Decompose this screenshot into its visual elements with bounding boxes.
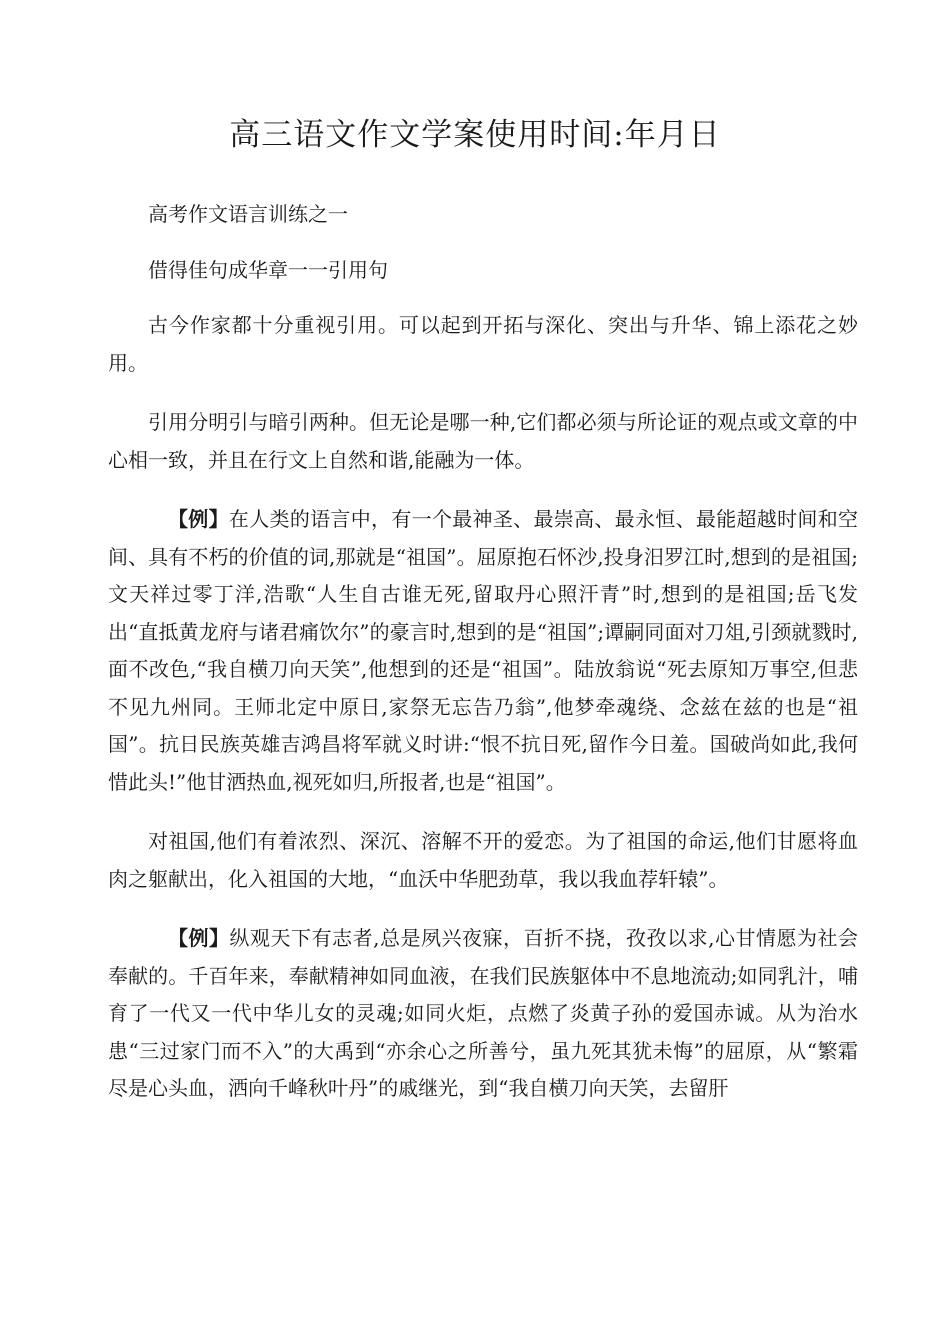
example-marker: 【例】 (168, 507, 229, 531)
paragraph-love-of-country: 对祖国,他们有着浓烈、深沉、溶解不开的爱恋。为了祖国的命运,他们甘愿将血肉之躯献出，化入祖国的大地，“血沃中华肥劲草，我以我血荐轩辕”。 (108, 829, 858, 891)
paragraph-intro: 古今作家都十分重视引用。可以起到开拓与深化、突出与升华、锦上添花之妙用。 (108, 313, 858, 375)
subtitle-training: 高考作文语言训练之一 (148, 202, 348, 226)
example-marker: 【例】 (168, 926, 230, 950)
subtitle-quotation: 借得佳句成华章一一引用句 (148, 257, 388, 282)
example-text: 在人类的语言中，有一个最神圣、最崇高、最永恒、最能超越时间和空间、具有不朽的价值的词,那就是“祖国”。屈原抱石怀沙,投身汨罗江时,想到的是祖国;文天祥过零丁洋,浩歌“人生自古谁无死,留取丹心照汗青”时,想到的是祖国;岳飞发出“直抵黄龙府与诸君痛饮尔”的豪言时,想到的是“祖国”;谭嗣同面对刀俎,引颈就戮时,面不改色,“我自横刀向天笑”,他想到的还是“祖国”。陆放翁说“死去原知万事空,但悲不见九州同。王师北定中原日,家祭无忘告乃翁”,他梦牵魂绕、念兹在兹的也是“祖国”。抗日民族英雄吉鸿昌将军就义时讲:“恨不抗日死,留作今日羞。国破尚如此,我何惜此头!”他甘洒热血,视死如归,所报者,也是“祖国”。 (108, 507, 859, 794)
page-title: 高三语文作文学案使用时间:年月日 (229, 117, 721, 153)
paragraph-quotation-types: 引用分明引与暗引两种。但无论是哪一种,它们都必须与所论证的观点或文章的中心相一致，并且在行文上自然和谐,能融为一体。 (108, 410, 858, 472)
example-paragraph-dedication (108, 920, 858, 1108)
example-paragraph-motherland (108, 501, 858, 801)
example-text: 纵观天下有志者,总是夙兴夜寐，百折不挠，孜孜以求,心甘情愿为社会奉献的。千百年来，奉献精神如同血液，在我们民族躯体中不息地流动;如同乳汁，哺育了一代又一代中华儿女的灵魂;如同火炬，点燃了炎黄子孙的爱国赤诚。从为治水患“三过家门而不入”的大禹到“亦余心之所善兮，虽九死其犹未悔”的屈原，从“繁霜尽是心头血，洒向千峰秋叶丹”的戚继光，到“我自横刀向天笑，去留肝 (108, 926, 859, 1100)
document-body (108, 196, 858, 1130)
